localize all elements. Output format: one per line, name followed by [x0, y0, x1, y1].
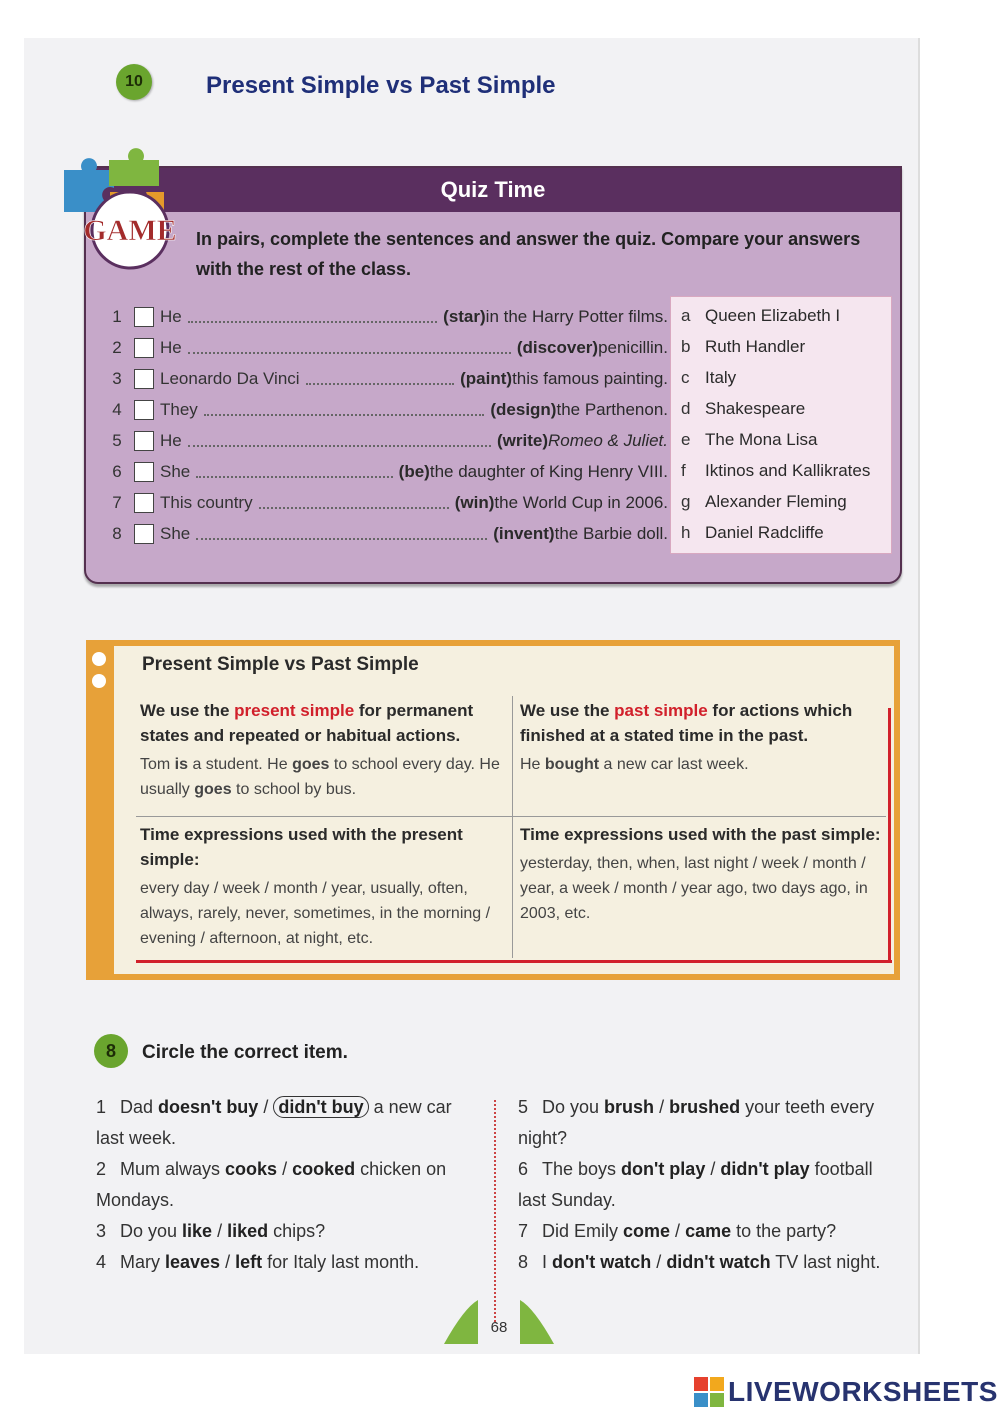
exercise-number-badge: 8: [94, 1034, 128, 1068]
text: a new car last week.: [96, 1097, 452, 1148]
answer-checkbox[interactable]: [134, 431, 154, 451]
quiz-item: [108, 426, 668, 456]
answer-letter: f: [681, 461, 686, 480]
option-1[interactable]: doesn't buy: [158, 1097, 259, 1117]
verb: bought: [544, 756, 600, 773]
quiz-item-number: 5: [112, 431, 122, 450]
option-2[interactable]: came: [685, 1221, 732, 1241]
item-number: 7: [518, 1221, 529, 1241]
answer-checkbox[interactable]: [134, 338, 154, 358]
unit-number-badge: 10: [116, 64, 152, 100]
text: for Italy last month.: [262, 1252, 420, 1272]
answer-option: [681, 487, 847, 517]
workbook-page: [24, 38, 920, 1354]
exercise-item: [96, 1216, 456, 1247]
separator: /: [705, 1159, 721, 1179]
answer-option: [681, 456, 870, 486]
answer-letter: d: [681, 399, 691, 418]
quiz-item-rest: Romeo & Juliet.: [548, 431, 668, 450]
text: We use the: [520, 701, 615, 720]
text: football last Sunday.: [518, 1159, 873, 1210]
text: Do you: [120, 1221, 183, 1241]
answer-text: Italy: [705, 368, 737, 387]
verb: is: [174, 756, 189, 773]
quiz-item-subject: He: [160, 431, 182, 450]
present-example: [140, 752, 508, 802]
text: I: [542, 1252, 553, 1272]
separator: /: [651, 1252, 667, 1272]
quiz-item: [108, 333, 668, 363]
quiz-item-subject: She: [160, 462, 191, 481]
quiz-instruction: In pairs, complete the sentences and answer the quiz. Compare your answers with the rest of the class.: [196, 229, 861, 279]
text: a new car last week.: [599, 756, 749, 773]
answer-text: Shakespeare: [705, 399, 806, 418]
item-number: 8: [518, 1252, 529, 1272]
column-divider: [512, 696, 513, 958]
answer-checkbox[interactable]: [134, 493, 154, 513]
answer-blank[interactable]: [196, 528, 487, 540]
quiz-item-number: 6: [112, 462, 122, 481]
separator: /: [220, 1252, 236, 1272]
bullet-dot: [92, 674, 106, 688]
answer-blank[interactable]: [188, 342, 511, 354]
quiz-item-rest: in the Harry Potter films.: [485, 307, 668, 326]
option-1[interactable]: leaves: [165, 1252, 221, 1272]
text: We use the: [140, 701, 235, 720]
quiz-item-rest: the World Cup in 2006.: [494, 493, 668, 512]
game-logo-text: GAME: [83, 214, 177, 247]
exercise-item: [518, 1216, 888, 1247]
answer-text: Queen Elizabeth I: [705, 306, 841, 325]
separator: /: [277, 1159, 293, 1179]
text: for actions which finished at a stated time in the past.: [520, 701, 853, 745]
option-2-circled[interactable]: didn't buy: [273, 1096, 368, 1118]
quiz-title: Quiz Time: [86, 168, 900, 212]
answer-letter: h: [681, 523, 691, 542]
answer-text: Iktinos and Kallikrates: [705, 461, 871, 480]
quiz-item-subject: She: [160, 524, 191, 543]
quiz-item: [108, 519, 668, 549]
quiz-item-number: 8: [112, 524, 122, 543]
option-1[interactable]: don't play: [621, 1159, 706, 1179]
quiz-item-subject: They: [160, 400, 198, 419]
quiz-item-number: 3: [112, 369, 122, 388]
answer-blank[interactable]: [188, 435, 491, 447]
option-1[interactable]: cooks: [225, 1159, 278, 1179]
text: chips?: [268, 1221, 326, 1241]
answer-text: Alexander Fleming: [705, 492, 847, 511]
item-number: 6: [518, 1159, 529, 1179]
text: Did Emily: [542, 1221, 624, 1241]
grammar-title: Present Simple vs Past Simple: [142, 654, 419, 675]
answer-blank[interactable]: [204, 404, 485, 416]
verb: goes: [292, 756, 330, 773]
quiz-item-verb: (discover): [516, 338, 599, 357]
separator: /: [654, 1097, 670, 1117]
quiz-item-subject: Leonardo Da Vinci: [160, 369, 300, 388]
answer-letter: g: [681, 492, 691, 511]
answer-option: [681, 425, 817, 455]
item-number: 4: [96, 1252, 107, 1272]
past-simple-keyword: past simple: [614, 701, 708, 720]
quiz-item-number: 1: [112, 307, 122, 326]
exercise-item: [518, 1092, 888, 1154]
quiz-panel: [84, 166, 902, 584]
option-2[interactable]: brushed: [669, 1097, 741, 1117]
page-number-tab: [444, 1298, 554, 1344]
text: your teeth every night?: [518, 1097, 875, 1148]
answer-checkbox[interactable]: [134, 524, 154, 544]
exercise-item: [518, 1154, 888, 1216]
text: Tom: [140, 756, 175, 773]
exercise-item: [96, 1092, 456, 1154]
quiz-item-subject: He: [160, 338, 182, 357]
item-number: 5: [518, 1097, 529, 1117]
quiz-item-verb: (invent): [493, 524, 555, 543]
option-1[interactable]: brush: [604, 1097, 655, 1117]
page-number: 68: [490, 1319, 508, 1336]
answer-checkbox[interactable]: [134, 307, 154, 327]
option-2[interactable]: liked: [227, 1221, 269, 1241]
text: for permanent states and repeated or habitual actions.: [140, 701, 474, 745]
past-time-heading: Time expressions used with the past simple:: [520, 825, 881, 844]
answer-option: [681, 394, 805, 424]
option-1[interactable]: like: [182, 1221, 213, 1241]
answer-blank[interactable]: [196, 466, 392, 478]
quiz-item-number: 7: [112, 493, 122, 512]
answer-letter: e: [681, 430, 691, 449]
exercise-item: [96, 1154, 456, 1216]
separator: /: [212, 1221, 228, 1241]
item-number: 3: [96, 1221, 107, 1241]
answer-blank[interactable]: [188, 311, 437, 323]
separator: /: [258, 1097, 274, 1117]
present-use-text: [140, 698, 508, 748]
text: Dad: [120, 1097, 159, 1117]
past-use-text: [520, 698, 886, 748]
answer-option: [681, 332, 805, 362]
quiz-item-verb: (star): [443, 307, 486, 326]
quiz-item: [108, 457, 668, 487]
quiz-answer-list: [670, 296, 892, 554]
present-use-cell: [140, 698, 508, 802]
page-title: Present Simple vs Past Simple: [206, 72, 556, 99]
answer-option: [681, 301, 840, 331]
bullet-dot: [92, 652, 106, 666]
grammar-table: [112, 646, 896, 976]
text: The boys: [542, 1159, 622, 1179]
answer-text: Ruth Handler: [705, 337, 806, 356]
text: to the party?: [731, 1221, 837, 1241]
quiz-item-verb: (write): [497, 431, 548, 450]
option-1[interactable]: come: [623, 1221, 671, 1241]
row-divider: [136, 816, 886, 817]
item-number: 1: [96, 1097, 107, 1117]
watermark-text: LIVEWORKSHEETS: [728, 1376, 998, 1407]
quiz-item: [108, 364, 668, 394]
present-simple-keyword: present simple: [234, 701, 355, 720]
exercise-item: [96, 1247, 476, 1278]
answer-letter: c: [681, 368, 690, 387]
option-1[interactable]: don't watch: [552, 1252, 652, 1272]
present-time-list: every day / week / month / year, usually, often, always, rarely, never, sometimes, in the morning / evening / afternoon, at night, etc.: [140, 880, 491, 947]
game-puzzle-icon: [54, 130, 184, 270]
text: to school by bus.: [231, 781, 357, 798]
quiz-item: [108, 488, 668, 518]
quiz-item-verb: (win): [454, 493, 495, 512]
past-time-list: yesterday, then, when, last night / week / month / year, a week / month / year ago, two days ago, in 2003, etc.: [520, 855, 868, 922]
exercise-title: Circle the correct item.: [142, 1042, 348, 1063]
quiz-item-rest: the Barbie doll.: [554, 524, 668, 543]
option-2[interactable]: didn't watch: [666, 1252, 771, 1272]
quiz-item: [108, 395, 668, 425]
exercise-item: [518, 1247, 898, 1278]
verb: goes: [194, 781, 232, 798]
quiz-item-rest: the daughter of King Henry VIII.: [429, 462, 668, 481]
option-2[interactable]: left: [235, 1252, 263, 1272]
grammar-box: [86, 640, 900, 980]
quiz-item-verb: (be): [398, 462, 430, 481]
past-time-cell: [520, 822, 886, 926]
answer-text: The Mona Lisa: [705, 430, 818, 449]
answer-letter: a: [681, 306, 691, 325]
answer-blank[interactable]: [306, 373, 455, 385]
text: He: [520, 756, 545, 773]
quiz-item-rest: this famous painting.: [512, 369, 668, 388]
text: chicken on Mondays.: [96, 1159, 447, 1210]
liveworksheets-icon: [694, 1377, 724, 1407]
quiz-item-subject: This country: [160, 493, 253, 512]
quiz-item-rest: penicillin.: [598, 338, 668, 357]
bottom-rule: [136, 960, 892, 963]
answer-option: [681, 363, 736, 393]
quiz-item-number: 4: [112, 400, 122, 419]
answer-option: [681, 518, 824, 548]
option-2[interactable]: cooked: [292, 1159, 356, 1179]
answer-blank[interactable]: [259, 497, 449, 509]
answer-checkbox[interactable]: [134, 369, 154, 389]
text: a student. He: [188, 756, 293, 773]
separator: /: [670, 1221, 686, 1241]
answer-checkbox[interactable]: [134, 462, 154, 482]
quiz-item-verb: (paint): [460, 369, 513, 388]
text: Do you: [542, 1097, 605, 1117]
quiz-item-rest: the Parthenon.: [556, 400, 668, 419]
text: to school every day. He usually: [140, 756, 500, 798]
present-time-heading: Time expressions used with the present simple:: [140, 825, 463, 869]
answer-text: Daniel Radcliffe: [705, 523, 824, 542]
quiz-item-number: 2: [112, 338, 122, 357]
text: TV last night.: [770, 1252, 881, 1272]
right-rule: [888, 708, 891, 962]
liveworksheets-logo: [694, 1376, 998, 1408]
past-use-cell: [520, 698, 886, 777]
text: Mary: [120, 1252, 165, 1272]
item-number: 2: [96, 1159, 107, 1179]
present-time-cell: [140, 822, 508, 951]
column-divider: [494, 1100, 496, 1322]
past-example: [520, 752, 886, 777]
option-2[interactable]: didn't play: [720, 1159, 810, 1179]
text: Mum always: [120, 1159, 226, 1179]
quiz-item-subject: He: [160, 307, 182, 326]
answer-letter: b: [681, 337, 691, 356]
answer-checkbox[interactable]: [134, 400, 154, 420]
quiz-item-verb: (design): [490, 400, 557, 419]
quiz-item: [108, 302, 668, 332]
